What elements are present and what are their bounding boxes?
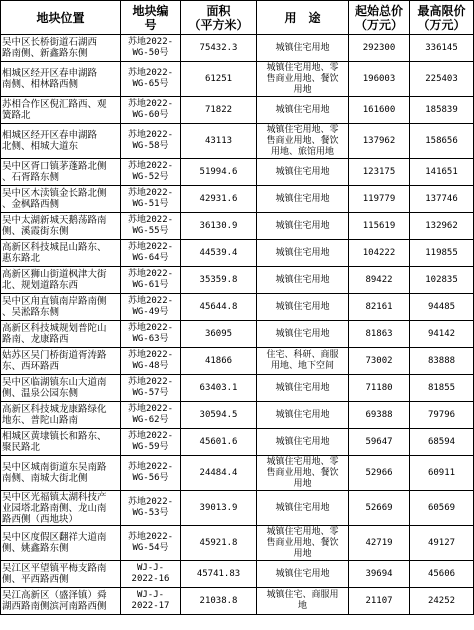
cell-max-price: 24252	[410, 588, 474, 615]
cell-code: 苏地2022- WG-64号	[121, 240, 181, 267]
cell-location: 吴中区长桥街道石湖西 路南侧、新鑫路东侧	[1, 35, 121, 62]
table-row	[1, 62, 474, 97]
cell-location: 吴中区甪直镇南岸路南侧 、吴淞路东侧	[1, 294, 121, 321]
cell-area: 44539.4	[181, 240, 257, 267]
cell-start-price: 89422	[349, 267, 410, 294]
cell-location: 吴中区胥口镇茅蓬路北侧 、石胥路东侧	[1, 159, 121, 186]
cell-use: 城镇住宅用地、零 售商业用地、餐饮 用地	[257, 62, 349, 97]
cell-use: 住宅、科研、商服 用地、地下空间	[257, 348, 349, 375]
cell-start-price: 21107	[349, 588, 410, 615]
cell-start-price: 52966	[349, 456, 410, 491]
cell-start-price: 82161	[349, 294, 410, 321]
cell-start-price: 292300	[349, 35, 410, 62]
table-row	[1, 456, 474, 491]
cell-area: 51994.6	[181, 159, 257, 186]
table-row	[1, 240, 474, 267]
cell-start-price: 73002	[349, 348, 410, 375]
cell-area: 39013.9	[181, 491, 257, 526]
header-max-price: 最高限价 （万元）	[410, 1, 474, 35]
cell-use: 城镇住宅用地	[257, 35, 349, 62]
cell-location: 吴中区光福镇太湖科技产 业园塔北路南侧、龙山南 路西侧（西地块）	[1, 491, 121, 526]
cell-use: 城镇住宅用地	[257, 213, 349, 240]
cell-area: 71822	[181, 97, 257, 124]
cell-max-price: 119855	[410, 240, 474, 267]
cell-code: 苏地2022- WG-55号	[121, 213, 181, 240]
cell-code: 苏地2022- WG-50号	[121, 35, 181, 62]
table-row	[1, 402, 474, 429]
cell-max-price: 45606	[410, 561, 474, 588]
cell-max-price: 132962	[410, 213, 474, 240]
cell-code: 苏地2022- WG-58号	[121, 124, 181, 159]
cell-area: 36095	[181, 321, 257, 348]
table-row	[1, 348, 474, 375]
cell-max-price: 68594	[410, 429, 474, 456]
cell-max-price: 49127	[410, 526, 474, 561]
cell-code: WJ-J- 2022-16	[121, 561, 181, 588]
cell-area: 45741.83	[181, 561, 257, 588]
header-row	[1, 1, 474, 35]
table-row	[1, 159, 474, 186]
cell-code: 苏地2022- WG-52号	[121, 159, 181, 186]
cell-use: 城镇住宅用地	[257, 429, 349, 456]
cell-location: 相城区黄埭镇长和路东、 聚民路北	[1, 429, 121, 456]
cell-location: 姑苏区吴门桥街道胥涛路 东、西环路西	[1, 348, 121, 375]
cell-area: 36130.9	[181, 213, 257, 240]
cell-area: 24484.4	[181, 456, 257, 491]
cell-area: 30594.5	[181, 402, 257, 429]
cell-start-price: 81863	[349, 321, 410, 348]
cell-use: 城镇住宅用地	[257, 402, 349, 429]
cell-start-price: 115619	[349, 213, 410, 240]
table-row	[1, 294, 474, 321]
cell-start-price: 71180	[349, 375, 410, 402]
table-row	[1, 97, 474, 124]
header-area: 面积 （平方米）	[181, 1, 257, 35]
cell-location: 吴江高新区（盛泽镇）舜 湖西路南侧滨河南路西侧	[1, 588, 121, 615]
cell-use: 城镇住宅用地	[257, 186, 349, 213]
cell-code: 苏地2022- WG-59号	[121, 429, 181, 456]
cell-use: 城镇住宅用地	[257, 294, 349, 321]
cell-area: 45921.8	[181, 526, 257, 561]
cell-area: 43113	[181, 124, 257, 159]
cell-use: 城镇住宅用地	[257, 491, 349, 526]
table-row	[1, 186, 474, 213]
cell-code: 苏地2022- WG-53号	[121, 491, 181, 526]
cell-area: 41866	[181, 348, 257, 375]
cell-location: 吴江区平望镇平梅支路南 侧、平西路西侧	[1, 561, 121, 588]
cell-max-price: 137746	[410, 186, 474, 213]
table-row	[1, 526, 474, 561]
cell-location: 吴中太湖新城天鹅荡路南 侧、溪霞街东侧	[1, 213, 121, 240]
cell-use: 城镇住宅用地	[257, 375, 349, 402]
cell-max-price: 60569	[410, 491, 474, 526]
cell-area: 21038.8	[181, 588, 257, 615]
cell-area: 35359.8	[181, 267, 257, 294]
cell-location: 相城区经开区春申湖路 北侧、相城大道东	[1, 124, 121, 159]
cell-code: 苏地2022- WG-49号	[121, 294, 181, 321]
cell-start-price: 69388	[349, 402, 410, 429]
table-row	[1, 35, 474, 62]
table-row	[1, 429, 474, 456]
table-row	[1, 561, 474, 588]
cell-location: 吴中区度假区翻祥大道南 侧、姚鑫路东侧	[1, 526, 121, 561]
table-row	[1, 267, 474, 294]
cell-area: 42931.6	[181, 186, 257, 213]
cell-max-price: 141651	[410, 159, 474, 186]
cell-use: 城镇住宅用地	[257, 321, 349, 348]
cell-area: 61251	[181, 62, 257, 97]
cell-max-price: 79796	[410, 402, 474, 429]
cell-location: 吴中区临湖镇东山大道南 侧、温泉公园东侧	[1, 375, 121, 402]
cell-code: 苏地2022- WG-54号	[121, 526, 181, 561]
cell-location: 苏相合作区倪汇路西、观 簧路北	[1, 97, 121, 124]
table-row	[1, 588, 474, 615]
cell-max-price: 158656	[410, 124, 474, 159]
cell-start-price: 161600	[349, 97, 410, 124]
header-code: 地块编 号	[121, 1, 181, 35]
cell-area: 45601.6	[181, 429, 257, 456]
cell-max-price: 83888	[410, 348, 474, 375]
cell-area: 75432.3	[181, 35, 257, 62]
cell-location: 相城区经开区春申湖路 南侧、相林路西侧	[1, 62, 121, 97]
cell-use: 城镇住宅、商服用 地	[257, 588, 349, 615]
cell-max-price: 94142	[410, 321, 474, 348]
cell-location: 吴中区城南街道东吴南路 南侧、南城大街北侧	[1, 456, 121, 491]
cell-area: 45644.8	[181, 294, 257, 321]
header-use: 用 途	[257, 1, 349, 35]
cell-start-price: 39694	[349, 561, 410, 588]
cell-use: 城镇住宅用地、零 售商业用地、餐饮 用地、旅馆用地	[257, 124, 349, 159]
cell-max-price: 81855	[410, 375, 474, 402]
header-location: 地块位置	[1, 1, 121, 35]
cell-max-price: 225403	[410, 62, 474, 97]
cell-location: 高新区狮山街道枫津大街 北、规划道路东西	[1, 267, 121, 294]
cell-max-price: 185839	[410, 97, 474, 124]
table-row	[1, 491, 474, 526]
cell-start-price: 119779	[349, 186, 410, 213]
cell-code: 苏地2022- WG-60号	[121, 97, 181, 124]
cell-location: 高新区科技城规划普陀山 路南、龙康路西	[1, 321, 121, 348]
header-start-price: 起始总价 （万元）	[349, 1, 410, 35]
table-row	[1, 124, 474, 159]
cell-code: 苏地2022- WG-63号	[121, 321, 181, 348]
cell-use: 城镇住宅用地、零 售商业用地、餐饮 用地	[257, 456, 349, 491]
table-row	[1, 213, 474, 240]
cell-area: 63403.1	[181, 375, 257, 402]
cell-max-price: 94485	[410, 294, 474, 321]
cell-location: 吴中区木渎镇金长路北侧 、金枫路西侧	[1, 186, 121, 213]
cell-code: 苏地2022- WG-65号	[121, 62, 181, 97]
cell-max-price: 102835	[410, 267, 474, 294]
cell-start-price: 42719	[349, 526, 410, 561]
cell-code: 苏地2022- WG-56号	[121, 456, 181, 491]
cell-start-price: 104222	[349, 240, 410, 267]
cell-code: 苏地2022- WG-51号	[121, 186, 181, 213]
cell-location: 高新区科技城昆山路东、 惠东路北	[1, 240, 121, 267]
cell-code: 苏地2022- WG-57号	[121, 375, 181, 402]
cell-use: 城镇住宅用地	[257, 97, 349, 124]
table-row	[1, 375, 474, 402]
cell-start-price: 59647	[349, 429, 410, 456]
cell-use: 城镇住宅用地、零 售商业用地、餐饮 用地	[257, 526, 349, 561]
table-row	[1, 321, 474, 348]
cell-start-price: 52669	[349, 491, 410, 526]
cell-start-price: 196003	[349, 62, 410, 97]
cell-location: 高新区科技城龙康路绿化 地东、普陀山路南	[1, 402, 121, 429]
cell-code: 苏地2022- WG-61号	[121, 267, 181, 294]
cell-start-price: 137962	[349, 124, 410, 159]
cell-max-price: 60911	[410, 456, 474, 491]
cell-use: 城镇住宅用地	[257, 267, 349, 294]
cell-code: 苏地2022- WG-62号	[121, 402, 181, 429]
cell-code: 苏地2022- WG-48号	[121, 348, 181, 375]
cell-max-price: 336145	[410, 35, 474, 62]
cell-use: 城镇住宅用地	[257, 240, 349, 267]
cell-code: WJ-J- 2022-17	[121, 588, 181, 615]
cell-use: 城镇住宅用地	[257, 561, 349, 588]
cell-start-price: 123175	[349, 159, 410, 186]
cell-use: 城镇住宅用地	[257, 159, 349, 186]
